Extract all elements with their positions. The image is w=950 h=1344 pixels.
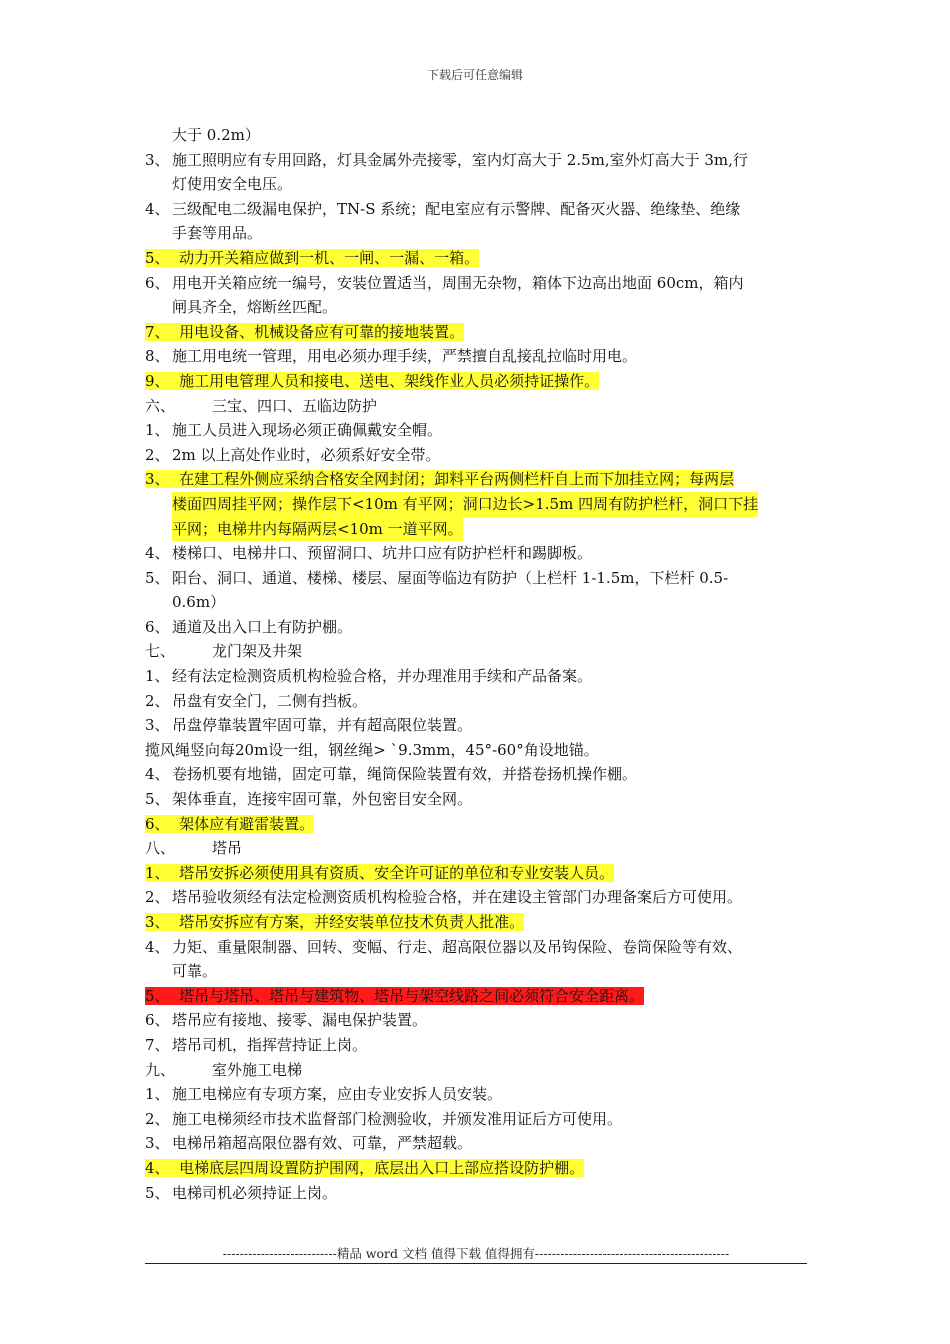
item-text: 三级配电二级漏电保护，TN-S 系统；配电室应有示警牌、配备灭火器、绝缘垫、绝缘 [172, 199, 741, 218]
highlight-span [145, 470, 734, 488]
page-footer: ---------------------------精品 word 文档 值得下载 值得拥有---------------------------------------------- [222, 1246, 730, 1261]
list-item [145, 541, 815, 566]
item-text: 用电开关箱应统一编号，安装位置适当，周围无杂物，箱体下边高出地面 60cm，箱内 [172, 273, 744, 292]
item-number: 4、 [145, 199, 170, 218]
list-item [145, 566, 815, 591]
footer-divider [145, 1263, 807, 1264]
item-text: 动力开关箱应做到一机、一闸、一漏、一箱。 [179, 248, 480, 267]
item-number: 5、 [145, 1183, 170, 1202]
highlight-span [145, 249, 479, 267]
highlight-span [145, 323, 464, 341]
list-item [145, 418, 815, 443]
item-text: 平网；电梯井内每隔两层<10m 一道平网。 [172, 517, 463, 542]
list-item-highlighted [145, 369, 815, 394]
page-header: 下载后可任意编辑 [426, 68, 523, 82]
item-number: 4、 [145, 1158, 170, 1177]
list-item [145, 172, 815, 197]
item-text: 架体应有避雷装置。 [179, 814, 315, 833]
item-text: 电梯司机必须持证上岗。 [172, 1183, 338, 1202]
item-text: 吊盘有安全门，二侧有挡板。 [172, 691, 368, 710]
highlight-span [145, 815, 314, 833]
item-text: 大于 0.2m） [172, 126, 260, 144]
item-text: 闸具齐全，熔断丝匹配。 [172, 298, 338, 317]
item-number: 5、 [145, 568, 170, 587]
highlight-span [145, 1159, 584, 1177]
list-item [145, 148, 815, 173]
item-number: 1、 [145, 667, 170, 686]
item-text: 塔吊安拆应有方案，并经安装单位技术负责人批准。 [179, 913, 525, 931]
list-item-highlighted [145, 812, 815, 837]
item-number: 7、 [145, 1035, 170, 1054]
item-number: 2、 [145, 888, 170, 907]
section-heading [145, 394, 815, 419]
item-text: 塔吊司机，指挥营持证上岗。 [172, 1035, 368, 1054]
section-number: 九、 [145, 1060, 176, 1079]
list-item [145, 689, 815, 714]
list-item [145, 787, 815, 812]
item-number: 5、 [145, 986, 170, 1005]
item-number: 2、 [145, 445, 170, 464]
item-number: 8、 [145, 347, 170, 366]
item-number: 9、 [145, 371, 170, 390]
item-text: 灯使用安全电压。 [172, 175, 293, 194]
list-item [145, 1082, 815, 1107]
list-item-highlighted [145, 320, 815, 345]
item-number: 6、 [145, 814, 170, 833]
item-text: 力矩、重量限制器、回转、变幅、行走、超高限位器以及吊钩保险、卷筒保险等有效、 [172, 937, 743, 956]
item-text: 塔吊应有接地、接零、漏电保护装置。 [172, 1011, 428, 1030]
item-text: 施工电梯应有专项方案，应由专业安拆人员安装。 [172, 1085, 503, 1104]
item-text: 施工照明应有专用回路，灯具金属外壳接零，室内灯高大于 2.5m,室外灯高大于 3m,行 [172, 150, 748, 169]
item-text: 塔吊验收须经有法定检测资质机构检验合格，并在建设主管部门办理备案后方可使用。 [172, 888, 743, 907]
item-text: 用电设备、机械设备应有可靠的接地装置。 [179, 322, 465, 341]
item-text: 2m 以上高处作业时，必须系好安全带。 [172, 445, 441, 464]
item-number: 6、 [145, 273, 170, 292]
list-item [145, 1008, 815, 1033]
section-number: 六、 [145, 396, 176, 415]
item-text: 楼面四周挂平网；操作层下<10m 有平网；洞口边长>1.5m 四周有防护栏杆，洞口下挂 [172, 492, 758, 517]
highlight-span [145, 372, 599, 390]
item-number: 3、 [145, 913, 170, 931]
item-number: 1、 [145, 863, 170, 882]
item-text: 施工用电统一管理，用电必须办理手续，严禁擅自乱接乱拉临时用电。 [172, 347, 638, 366]
list-item-red-highlight [145, 984, 815, 1009]
item-text: 架体垂直，连接牢固可靠，外包密目安全网。 [172, 790, 473, 809]
highlight-span [145, 913, 524, 931]
list-item-highlighted [145, 910, 815, 935]
item-text: 施工电梯须经市技术监督部门检测验收，并颁发准用证后方可使用。 [172, 1109, 623, 1128]
item-number: 4、 [145, 765, 170, 784]
list-item [145, 615, 815, 640]
list-item [145, 1033, 815, 1058]
list-item [145, 1107, 815, 1132]
section-number: 八、 [145, 839, 176, 858]
item-number: 4、 [145, 937, 170, 956]
list-item [145, 1131, 815, 1156]
highlight-span [145, 987, 644, 1005]
list-item [145, 1181, 815, 1206]
list-item-highlighted [145, 1156, 815, 1181]
section-heading [145, 836, 815, 861]
item-text: 施工人员进入现场必须正确佩戴安全帽。 [172, 421, 443, 440]
item-number: 1、 [145, 421, 170, 440]
item-number: 3、 [145, 1134, 170, 1153]
section-title: 塔吊 [212, 839, 243, 858]
item-number: 6、 [145, 1011, 170, 1030]
list-item [145, 344, 815, 369]
section-title: 龙门架及井架 [212, 642, 303, 661]
item-text: 电梯吊箱超高限位器有效、可靠，严禁超载。 [172, 1134, 473, 1153]
item-number: 1、 [145, 1085, 170, 1104]
list-item [145, 885, 815, 910]
list-item [145, 664, 815, 689]
item-text: 楼梯口、电梯井口、预留洞口、坑井口应有防护栏杆和踢脚板。 [172, 544, 593, 563]
item-number: 5、 [145, 790, 170, 809]
section-number: 七、 [145, 642, 176, 661]
item-text: 吊盘停靠装置牢固可靠，并有超高限位装置。 [172, 716, 473, 735]
item-text: 卷扬机要有地锚，固定可靠，绳筒保险装置有效，并搭卷扬机操作棚。 [172, 765, 638, 784]
item-text: 揽风绳竖向每20m设一组，钢丝绳> `9.3mm，45°-60°角设地锚。 [145, 740, 599, 759]
item-number: 3、 [145, 716, 170, 735]
section-title: 三宝、四口、五临边防护 [212, 396, 378, 415]
item-text: 施工用电管理人员和接电、送电、架线作业人员必须持证操作。 [179, 371, 600, 390]
section-title: 室外施工电梯 [212, 1060, 303, 1079]
list-item-highlighted [145, 492, 815, 517]
item-text: 塔吊与塔吊、塔吊与建筑物、塔吊与架空线路之间必须符合安全距离。 [179, 986, 645, 1005]
section-heading [145, 1058, 815, 1083]
list-item-highlighted [145, 246, 815, 271]
item-number: 2、 [145, 1109, 170, 1128]
list-item-highlighted [145, 517, 815, 542]
list-item [145, 197, 815, 222]
item-text: 电梯底层四周设置防护围网，底层出入口上部应搭设防护棚。 [179, 1158, 585, 1177]
item-text: 通道及出入口上有防护棚。 [172, 617, 353, 636]
list-item [145, 123, 815, 148]
item-text: 塔吊安拆必须使用具有资质、安全许可证的单位和专业安装人员。 [179, 863, 615, 882]
item-number: 3、 [145, 150, 170, 169]
item-text: 0.6m） [172, 593, 226, 612]
item-number: 4、 [145, 544, 170, 563]
item-text: 手套等用品。 [172, 224, 263, 243]
item-text: 可靠。 [172, 962, 218, 981]
list-item [145, 271, 815, 296]
list-item [145, 443, 815, 468]
list-item [145, 762, 815, 787]
item-text: 经有法定检测资质机构检验合格，并办理准用手续和产品备案。 [172, 667, 593, 686]
list-item [145, 935, 815, 960]
item-number: 5、 [145, 248, 170, 267]
list-item [145, 713, 815, 738]
list-item-highlighted [145, 861, 815, 886]
item-number: 3、 [145, 470, 170, 489]
highlight-span [145, 864, 614, 882]
section-heading [145, 639, 815, 664]
document-body [145, 123, 815, 1205]
item-number: 6、 [145, 617, 170, 636]
list-item [145, 738, 815, 763]
list-item [145, 590, 815, 615]
item-number: 7、 [145, 322, 170, 341]
list-item [145, 295, 815, 320]
item-number: 2、 [145, 691, 170, 710]
list-item [145, 221, 815, 246]
list-item [145, 959, 815, 984]
item-text: 在建工程外侧应采纳合格安全网封闭；卸料平台两侧栏杆自上而下加挂立网；每两层 [179, 470, 735, 489]
item-text: 阳台、洞口、通道、楼梯、楼层、屋面等临边有防护（上栏杆 1-1.5m，下栏杆 0.5- [172, 568, 729, 587]
list-item-highlighted [145, 467, 815, 492]
